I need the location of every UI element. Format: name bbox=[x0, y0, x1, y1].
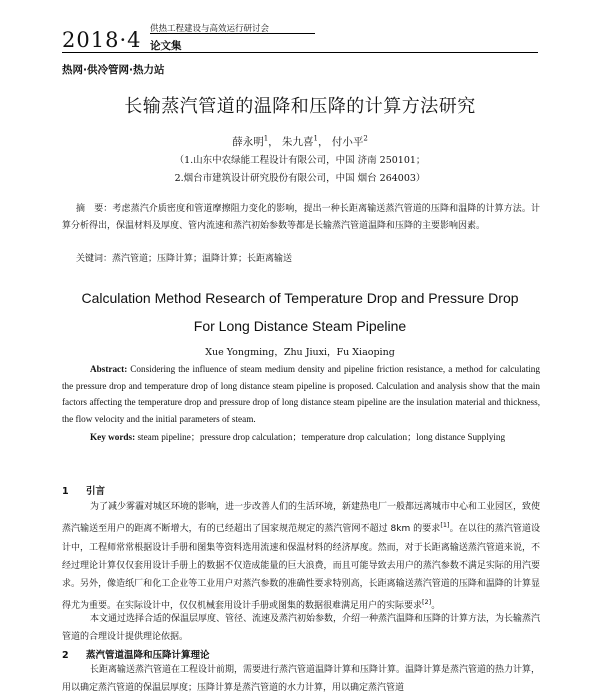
keywords-cn: 关键词：蒸汽管道；压降计算；温降计算；长距离输送 bbox=[76, 254, 293, 264]
section-tag: 热网·供冷管网·热力站 bbox=[62, 64, 165, 76]
paper-title-en-line2: For Long Distance Steam Pipeline bbox=[193, 318, 407, 334]
paragraph-1-text-a: 为了减少雾霾对城区环境的影响，进一步改善人们的生活环境，新建热电厂一般都远离城市中心和工业园区，致使蒸汽输送至用户的距离不断增大，有的已经超出了国家规范规定的蒸汽管网不超过 8km 的要求 bbox=[62, 502, 541, 535]
authors-en: Xue Yongming，Zhu Jiuxi，Fu Xiaoping bbox=[205, 347, 395, 358]
authors-cn: 薛永明$^1$， 朱九喜$^1$， 付小平$^2$ bbox=[232, 134, 368, 148]
paragraph-1-text-c: 。 bbox=[431, 601, 441, 612]
issue-year: 2018·4 bbox=[62, 28, 142, 52]
paragraph-1 bbox=[62, 498, 540, 616]
affiliation-1: （1.山东中农绿能工程设计有限公司，中国 济南 250101； bbox=[174, 155, 426, 166]
header-divider-short bbox=[150, 33, 315, 34]
keywords-en-label: Key words: bbox=[90, 432, 136, 442]
abstract-en bbox=[62, 361, 540, 427]
paragraph-1-text-b: 。在以往的蒸汽管道设计中，工程师常常根据设计手册和图集等资料选用流速和保温材料的经济厚度。然而，对于长距离输送蒸汽管道来说，不经过理论计算仅仅套用设计手册上的数据不仅造成能量的巨大浪费，而且可能导致去用户的蒸汽参数不满足实际的用汽要求。另外，像造纸厂和化工企业等工业用户对蒸汽参数的准确性要求特别高，长距离输送蒸汽管道的压降和温降的计算显得尤为重要。在实际设计中，仅仅机械套用设计手册或图集的数据很难满足用户的实际要求 bbox=[62, 524, 540, 612]
section-heading-1 bbox=[62, 483, 105, 497]
author-2: 朱九喜 bbox=[282, 136, 314, 148]
header-divider bbox=[62, 52, 538, 53]
section-title: 蒸汽管道温降和压降计算理论 bbox=[86, 650, 210, 661]
citation-2: [2] bbox=[422, 598, 432, 607]
section-number: 2 bbox=[62, 650, 69, 661]
conference-name: 供热工程建设与高效运行研讨会 bbox=[150, 24, 270, 34]
paragraph-2: 本文通过选择合适的保温层厚度、管径、流速及蒸汽初始参数，介绍一种蒸汽温降和压降的计算方法，为长输蒸汽管道的合理设计提供理论依据。 bbox=[62, 614, 541, 643]
paragraph-3: 长距离输送蒸汽管道在工程设计前期，需要进行蒸汽管道温降计算和压降计算。温降计算是蒸汽管道的热力计算，用以确定蒸汽管道的保温层厚度；压降计算是蒸汽管道的水力计算，用以确定蒸汽管道 bbox=[62, 665, 541, 694]
affiliation-2: 2.烟台市建筑设计研究股份有限公司，中国 烟台 264003） bbox=[174, 173, 426, 184]
section-number: 1 bbox=[62, 486, 69, 497]
keywords-en-text: steam pipeline；pressure drop calculation；temperature drop calculation；long distance Supplying bbox=[135, 432, 506, 442]
author-1: 薛永明 bbox=[232, 136, 264, 148]
author-3-affiliation: 2 bbox=[363, 134, 368, 143]
section-title: 引言 bbox=[86, 486, 106, 497]
paper-title-en-line1: Calculation Method Research of Temperature Drop and Pressure Drop bbox=[81, 290, 519, 306]
abstract-cn: 摘 要：考虑蒸汽介质密度和管道摩擦阻力变化的影响，提出一种长距离输送蒸汽管道的压降和温降的计算方法。计算分析得出，保温材料及厚度、管内流速和蒸汽初始参数等都是长输蒸汽管道温降和压降的主要影响因素。 bbox=[62, 204, 540, 231]
author-1-affiliation: 1 bbox=[263, 134, 269, 143]
collection-label: 论文集 bbox=[150, 40, 182, 52]
author-2-affiliation: 1 bbox=[313, 134, 318, 143]
keywords-en bbox=[62, 428, 540, 446]
citation-1: [1] bbox=[440, 521, 450, 530]
abstract-en-label: Abstract: bbox=[90, 364, 128, 374]
paper-title-cn: 长输蒸汽管道的温降和压降的计算方法研究 bbox=[124, 96, 476, 117]
author-3: 付小平 bbox=[331, 136, 364, 148]
abstract-en-text: Considering the influence of steam medium density and pipeline friction resistance, a method for calculating the pressure drop and temperature drop of long distance steam pipeline is proposed. Calculation and analysis show that the main factors affecting the temperature drop and pressure drop of long distance steam pipeline are the insulation material and thickness, the flow velocity and the initial parameters of steam. bbox=[62, 364, 540, 424]
section-heading-2 bbox=[62, 647, 210, 661]
